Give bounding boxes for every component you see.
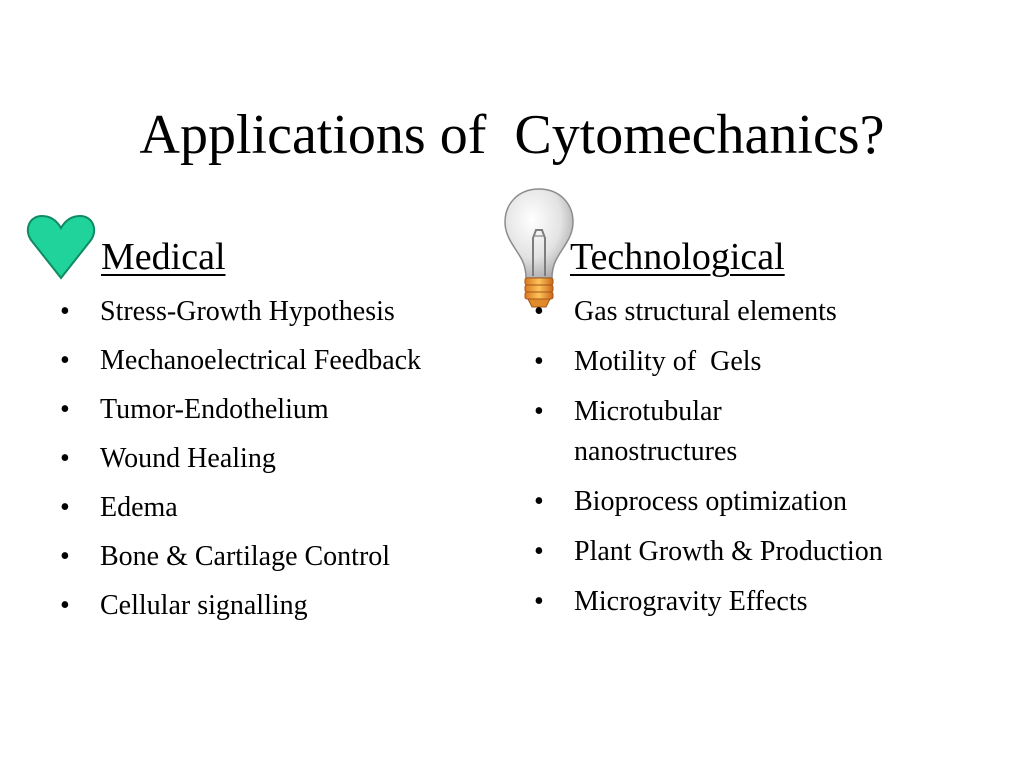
slide-title: Applications of Cytomechanics? bbox=[139, 104, 885, 166]
bullet-marker: • bbox=[534, 296, 544, 327]
bullet-marker: • bbox=[60, 345, 70, 376]
technological-list bbox=[534, 292, 974, 632]
bullet-marker: • bbox=[534, 536, 544, 567]
list-item bbox=[534, 532, 974, 572]
list-item bbox=[534, 392, 814, 472]
list-item-text: Bone & Cartilage Control bbox=[100, 541, 391, 572]
list-item-text: Tumor-Endothelium bbox=[100, 394, 329, 425]
medical-heading: Medical bbox=[101, 236, 226, 278]
technological-heading: Technological bbox=[570, 236, 785, 278]
list-item-text: Microtubular nanostructures bbox=[574, 396, 738, 467]
list-item bbox=[534, 582, 974, 622]
list-item-text: Motility of Gels bbox=[574, 346, 762, 377]
bullet-marker: • bbox=[534, 586, 544, 617]
list-item-text: Cellular signalling bbox=[100, 590, 308, 621]
list-item bbox=[60, 390, 500, 430]
list-item-text: Bioprocess optimization bbox=[574, 486, 847, 517]
list-item-text: Plant Growth & Production bbox=[574, 536, 883, 567]
list-item-text: Mechanoelectrical Feedback bbox=[100, 345, 422, 376]
bullet-marker: • bbox=[60, 541, 70, 572]
bullet-marker: • bbox=[60, 492, 70, 523]
list-item bbox=[534, 292, 974, 332]
bullet-marker: • bbox=[534, 396, 544, 427]
list-item-text: Microgravity Effects bbox=[574, 586, 808, 617]
list-item-text: Gas structural elements bbox=[574, 296, 837, 327]
bullet-marker: • bbox=[60, 443, 70, 474]
list-item-text: Wound Healing bbox=[100, 443, 276, 474]
list-item bbox=[534, 342, 974, 382]
list-item-text: Stress-Growth Hypothesis bbox=[100, 296, 395, 327]
bullet-marker: • bbox=[60, 394, 70, 425]
list-item bbox=[60, 586, 500, 626]
list-item-text: Edema bbox=[100, 492, 178, 523]
medical-list bbox=[60, 292, 500, 635]
bullet-marker: • bbox=[534, 486, 544, 517]
bullet-marker: • bbox=[60, 296, 70, 327]
bullet-marker: • bbox=[60, 590, 70, 621]
bullet-marker: • bbox=[534, 346, 544, 377]
list-item bbox=[60, 439, 500, 479]
list-item bbox=[60, 292, 500, 332]
list-item bbox=[534, 482, 974, 522]
list-item bbox=[60, 488, 500, 528]
list-item bbox=[60, 537, 500, 577]
heart-icon bbox=[26, 212, 96, 282]
list-item bbox=[60, 341, 500, 381]
